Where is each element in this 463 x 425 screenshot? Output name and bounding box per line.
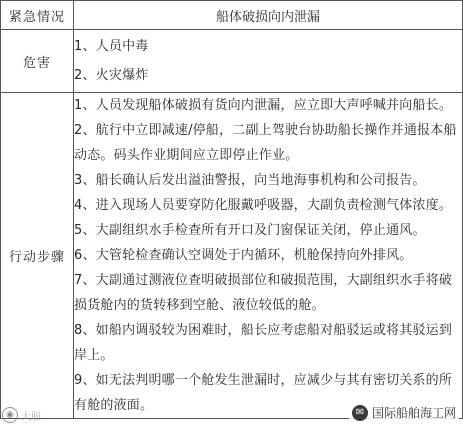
wechat-icon: ✉ (352, 405, 368, 421)
watermark-left-text: 大服 (21, 411, 41, 423)
action-line: 有舱的液面。 (74, 398, 154, 413)
hazards-label: 危害 (1, 30, 74, 93)
header-title: 船体破损向内泄漏 (74, 1, 463, 30)
action-line: 1、人员发现船体破损有货向内泄漏，应立即大声呼喊并向船长。 (74, 98, 453, 113)
actions-list (74, 93, 463, 419)
action-line: 5、大副组织水手检查所有开口及门窗保证关闭，停止通风。 (74, 223, 426, 238)
action-line: 7、大副通过测液位查明破损部位和破损范围，大副组织水手将破 (74, 273, 453, 288)
watermark-right-text: 国际船舶海工网 (371, 406, 456, 420)
hazard-item: 1、人员中毒 (74, 39, 149, 54)
action-line: 3、船长确认后发出溢油警报，向当地海事机构和公司报告。 (74, 173, 426, 188)
watermark-left (2, 407, 41, 423)
hazard-item: 2、火灾爆炸 (74, 68, 149, 83)
hazards-row (1, 30, 463, 93)
action-line: 2、航行中立即减速/停船，二副上驾驶台协助船长操作并通报本船 (74, 123, 457, 138)
action-line: 4、进入现场人员要穿防化服戴呼吸器，大副负责检测气体浓度。 (74, 198, 453, 213)
action-line: 动态。码头作业期间应立即停止作业。 (74, 148, 299, 163)
action-line: 6、大管轮检查确认空调处于内循环，机舱保持向外排风。 (74, 248, 413, 263)
action-line: 损货舱内的货转移到空舱、液位较低的舱。 (74, 298, 325, 313)
actions-label: 行动步骤 (1, 93, 74, 419)
action-line: 岸上。 (74, 348, 114, 363)
actions-row (1, 93, 463, 419)
action-line: 8、如船内调驳较为困难时，船长应考虑船对船驳运或将其驳运到 (74, 323, 453, 338)
header-label: 紧急情况 (1, 1, 74, 30)
camera-icon: ◉ (2, 407, 18, 423)
header-row (1, 1, 463, 30)
hazards-list (74, 30, 463, 93)
watermark-right (349, 403, 459, 422)
action-line: 9、如无法判明哪一个舱发生泄漏时，应减少与其有密切关系的所 (74, 373, 453, 388)
